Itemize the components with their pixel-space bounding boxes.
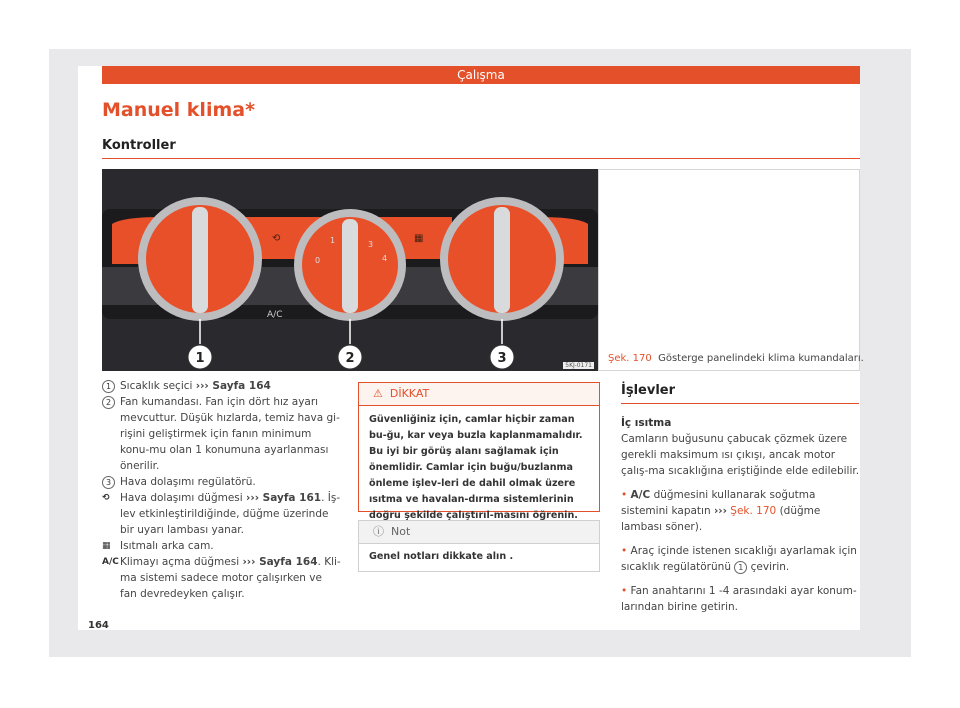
info-icon: ⓘ (373, 525, 384, 538)
page-number: 164 (88, 620, 109, 631)
link-arrow: ››› (713, 505, 727, 517)
number-badge: 3 (102, 476, 115, 489)
list-item (102, 554, 342, 602)
warning-header (359, 383, 599, 406)
item-text: Sıcaklık seçici (120, 380, 193, 392)
warning-body: Güvenliğiniz için, camlar hiçbir zaman bu-ğu, kar veya buzla kaplanmamalıdır. Bu iyi bir görüş alanı sağlamak için önemlidir. Camlar için buğu/buzlanma önleme işlev-leri de dahil olmak üzere ısıtma ve havalan-dırma sistemlerinin doğru şekilde çalıştırıl-masını öğrenin. (369, 414, 583, 521)
section-subtitle: Kontroller (102, 138, 176, 153)
warning-triangle-icon: ⚠ (373, 387, 383, 400)
caption-box (598, 169, 860, 371)
item-text-rest: . İş-lev etkinleştirildiğinde, düğme üzerinde bir uyarı lambası yanar. (120, 492, 341, 536)
note-body: Genel notları dikkate alın . (369, 551, 514, 562)
list-item (102, 474, 342, 490)
note-box (358, 520, 600, 572)
item-text: Klimayı açma düğmesi (120, 556, 240, 568)
page-link[interactable]: ››› Sayfa 164 (242, 556, 318, 568)
functions-intro: Camların buğusunu çabucak çözmek üzere gerekli maksimum ısı çıkışı, ancak motor çalış-ma sıcaklığına eriştiğinde elde edilebilir. (621, 433, 860, 477)
list-item (102, 490, 342, 538)
page-link[interactable]: ››› Sayfa 161 (246, 492, 322, 504)
item-text: Fan kumandası. Fan için dört hız ayarı mevcuttur. Düşük hızlarda, temiz hava gi-rişini geliştirmek için fanın minimum konu-mu olan 1 konumuna ayarlanması önerilir. (120, 396, 340, 472)
item-text-rest: . Kli-ma sistemi sadece motor çalışırken ve fan devredeyken çalışır. (120, 556, 341, 600)
subtitle-rule (102, 158, 860, 159)
item-text: Hava dolaşımı regülatörü. (120, 476, 256, 488)
bullet-item (621, 583, 861, 615)
bullet-icon: • (621, 545, 628, 557)
figure-link[interactable]: Şek. 170 (730, 505, 777, 517)
figure-code: 5KJ-0171 (565, 362, 592, 369)
fan-tick-4: 4 (382, 254, 388, 263)
bullet-text: çevirin. (750, 561, 790, 573)
bullet-icon: • (621, 585, 628, 597)
caption-ref: Şek. 170 (608, 353, 652, 364)
bullet-item (621, 543, 861, 575)
list-item (102, 394, 342, 474)
figure-caption (608, 353, 864, 364)
bullet-text: Fan anahtarını 1 -4 arasındaki ayar konum-larından birine getirin. (621, 585, 857, 613)
warning-box (358, 382, 600, 521)
ac-icon: A/C (630, 489, 651, 501)
list-item (102, 538, 342, 554)
warning-title: DİKKAT (389, 387, 430, 400)
climate-panel-photo (102, 169, 598, 371)
functions-rule (621, 403, 859, 404)
fan-tick-0: 0 (315, 256, 321, 265)
callout-1: 1 (195, 351, 205, 366)
svg-text:⟲: ⟲ (272, 233, 281, 244)
page-title: Manuel klima* (102, 99, 256, 121)
ac-panel-label: A/C (267, 310, 283, 320)
control-list (102, 378, 342, 602)
recirc-icon: ⟲ (102, 493, 110, 503)
note-header (359, 521, 599, 544)
item-text: Hava dolaşımı düğmesi (120, 492, 243, 504)
callout-2: 2 (345, 351, 355, 366)
item-text: Isıtmalı arka cam. (120, 540, 214, 552)
bullet-text: Araç içinde istenen sıcaklığı ayarlamak için sıcaklık regülatörünü (621, 545, 857, 573)
bullet-icon: • (621, 489, 628, 501)
fan-tick-2: 2 (351, 229, 357, 238)
callout-3: 3 (497, 351, 507, 366)
caption-text: Gösterge panelindeki klima kumandaları. (658, 353, 864, 364)
note-title: Not (391, 525, 411, 538)
number-badge: 1 (734, 561, 747, 574)
section-header: Çalışma (102, 66, 860, 84)
number-badge: 2 (102, 396, 115, 409)
list-item (102, 378, 342, 394)
climate-panel-illustration (102, 169, 598, 371)
functions-subheading: İç ısıtma (621, 417, 672, 429)
bullet-item (621, 487, 861, 535)
number-badge: 1 (102, 380, 115, 393)
fan-tick-3: 3 (368, 240, 374, 249)
bullet-text: (düğme lambası söner). (621, 505, 821, 533)
svg-text:▦: ▦ (414, 233, 424, 244)
rear-defrost-icon: ▦ (102, 541, 111, 551)
functions-section (621, 415, 861, 623)
page-link[interactable]: ››› Sayfa 164 (195, 380, 271, 392)
ac-icon: A/C (102, 557, 119, 567)
fan-tick-1: 1 (330, 236, 336, 245)
functions-heading: İşlevler (621, 383, 676, 398)
bullet-text: düğmesini kullanarak soğutma sistemini kapatın (621, 489, 816, 517)
